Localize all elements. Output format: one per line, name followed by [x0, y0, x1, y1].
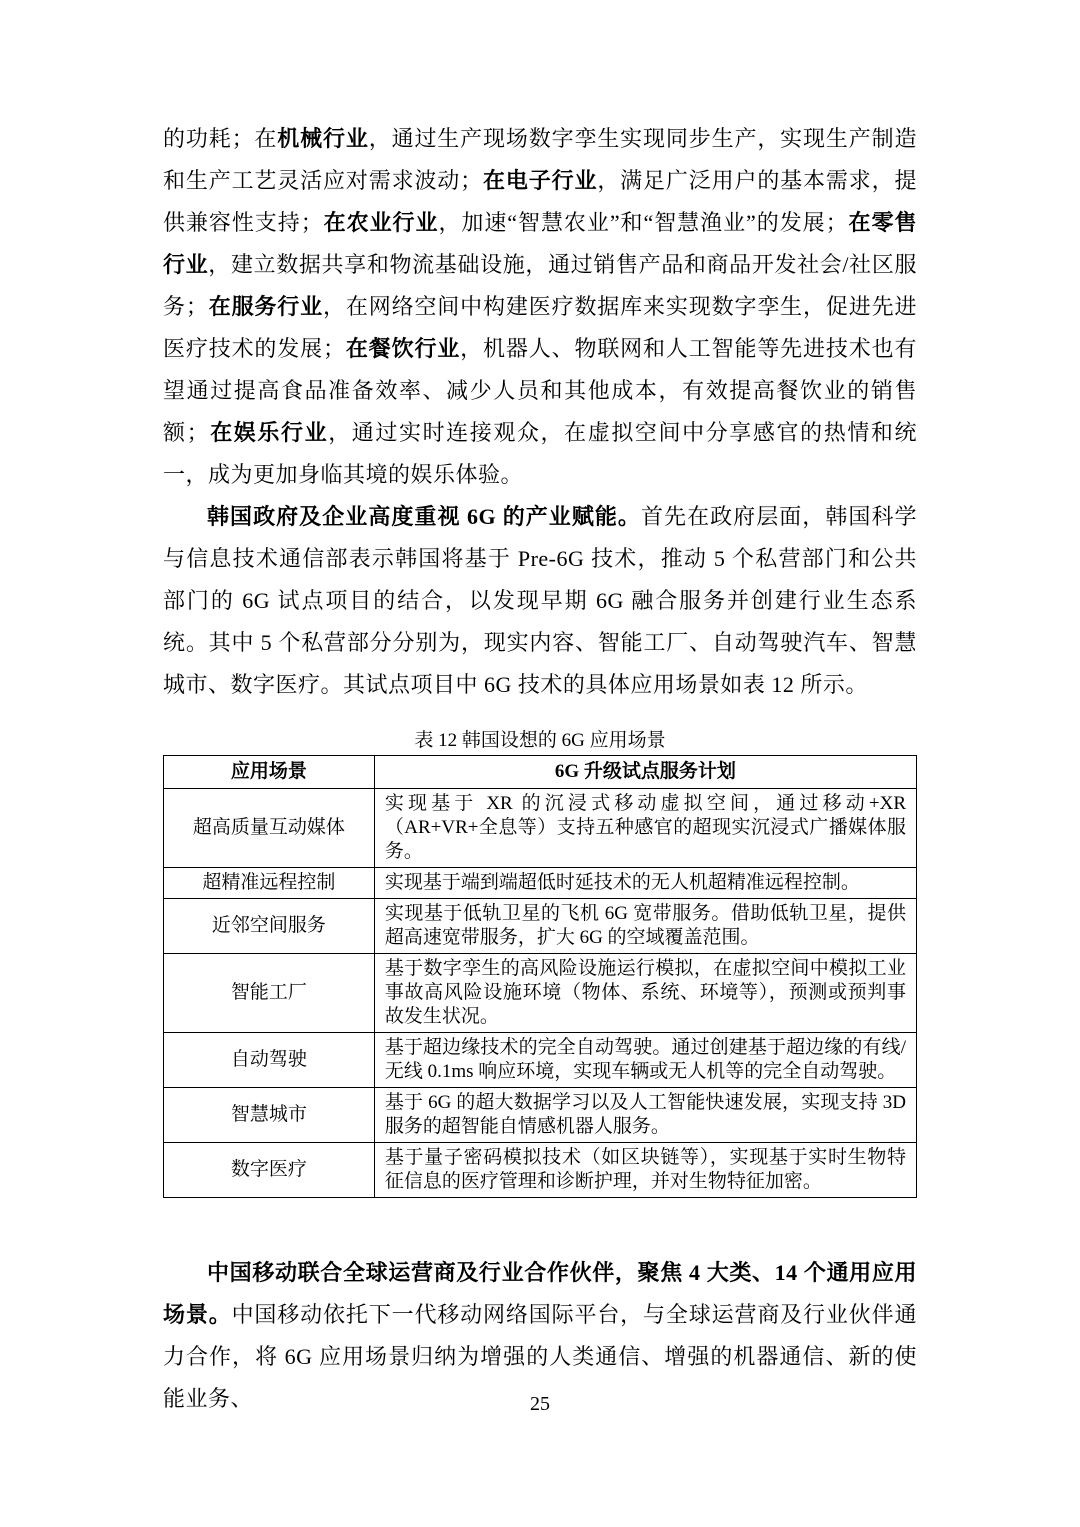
text-segment: 首先在政府层面，韩国科学与信息技术通信部表示韩国将基于 Pre-6G 技术，推动 5 个私营部门和公共部门的 6G 试点项目的结合，以发现早期 6G 融合服务并创建行业生态系统。其中 5 个私营部分分别为，现实内容、智能工厂、自动驾驶汽车、智慧城市、数字医疗。其试点项目中 6G 技术的具体应用场景如表 12 所示。	[163, 504, 917, 697]
text-segment: ，通过实时连接观众，在虚拟空间中分享感官的热情和统一，成为更加身临其境的娱乐体验。	[163, 420, 917, 487]
scenario-cell: 智能工厂	[164, 954, 375, 1033]
text-segment: ，建立数据共享和物流基础设施，通过销售产品和商品开发社会/社区服务；	[163, 252, 917, 319]
plan-cell: 实现基于端到端超低时延技术的无人机超精准远程控制。	[374, 868, 916, 899]
plan-cell: 基于量子密码模拟技术（如区块链等），实现基于实时生物特征信息的医疗管理和诊断护理，并对生物特征加密。	[374, 1143, 916, 1198]
bold-text-segment: 在零售行业	[163, 210, 917, 277]
bold-text-segment: 韩国政府及企业高度重视 6G 的产业赋能。	[207, 504, 641, 529]
bold-text-segment: 在农业行业	[323, 210, 439, 235]
table-row	[164, 789, 917, 868]
body-paragraph-korea-6g	[163, 496, 917, 706]
page-number: 25	[530, 1393, 550, 1415]
korea-6g-applications-table	[163, 755, 917, 1198]
scenario-cell: 超高质量互动媒体	[164, 789, 375, 868]
plan-cell: 基于 6G 的超大数据学习以及人工智能快速发展，实现支持 3D 服务的超智能自情感机器人服务。	[374, 1088, 916, 1143]
plan-cell: 基于超边缘技术的完全自动驾驶。通过创建基于超边缘的有线/无线 0.1ms 响应环境，实现车辆或无人机等的完全自动驾驶。	[374, 1033, 916, 1088]
bold-text-segment: 在电子行业	[482, 168, 598, 193]
table-row	[164, 1088, 917, 1143]
column-header-plan: 6G 升级试点服务计划	[374, 756, 916, 789]
bold-text-segment: 在餐饮行业	[345, 336, 461, 361]
table-header-row	[164, 756, 917, 789]
plan-cell: 基于数字孪生的高风险设施运行模拟，在虚拟空间中模拟工业事故高风险设施环境（物体、系统、环境等），预测或预判事故发生状况。	[374, 954, 916, 1033]
table-row	[164, 1143, 917, 1198]
text-segment: ，加速“智慧农业”和“智慧渔业”的发展；	[438, 210, 849, 235]
table-row	[164, 954, 917, 1033]
table-caption: 表 12 韩国设想的 6G 应用场景	[414, 730, 666, 751]
table-row	[164, 899, 917, 954]
bold-text-segment: 中国移动联合全球运营商及行业合作伙伴，聚焦 4 大类、14 个通用应用场景。	[163, 1260, 917, 1327]
text-segment: ，通过生产现场数字孪生实现同步生产，实现生产制造和生产工艺灵活应对需求波动；	[163, 126, 917, 193]
text-segment: ，在网络空间中构建医疗数据库来实现数字孪生，促进先进医疗技术的发展；	[163, 294, 917, 361]
text-segment: 中国移动依托下一代移动网络国际平台，与全球运营商及行业伙伴通力合作，将 6G 应用场景归纳为增强的人类通信、增强的机器通信、新的使能业务、	[163, 1302, 917, 1411]
plan-cell: 实现基于 XR 的沉浸式移动虚拟空间，通过移动+XR（AR+VR+全息等）支持五种感官的超现实沉浸式广播媒体服务。	[374, 789, 916, 868]
text-segment: ，满足广泛用户的基本需求，提供兼容性支持；	[163, 168, 917, 235]
text-segment: ，机器人、物联网和人工智能等先进技术也有望通过提高食品准备效率、减少人员和其他成本，有效提高餐饮业的销售额；	[163, 336, 917, 445]
scenario-cell: 自动驾驶	[164, 1033, 375, 1088]
table-row	[164, 1033, 917, 1088]
bold-text-segment: 机械行业	[277, 126, 369, 151]
plan-cell: 实现基于低轨卫星的飞机 6G 宽带服务。借助低轨卫星，提供超高速宽带服务，扩大 6G 的空域覆盖范围。	[374, 899, 916, 954]
text-segment: 的功耗；在	[163, 126, 278, 151]
scenario-cell: 超精准远程控制	[164, 868, 375, 899]
scenario-cell: 智慧城市	[164, 1088, 375, 1143]
scenario-cell: 数字医疗	[164, 1143, 375, 1198]
body-paragraph-industries	[163, 118, 917, 496]
bold-text-segment: 在服务行业	[208, 294, 324, 319]
scenario-cell: 近邻空间服务	[164, 899, 375, 954]
bold-text-segment: 在娱乐行业	[209, 420, 329, 445]
table-row	[164, 868, 917, 899]
column-header-scenario: 应用场景	[164, 756, 375, 789]
